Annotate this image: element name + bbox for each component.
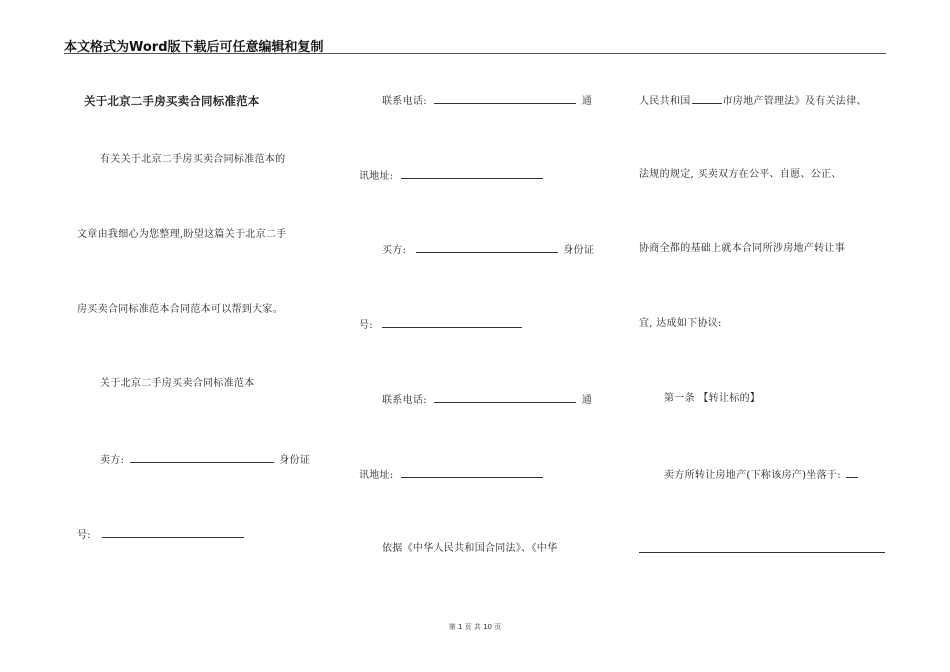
property-location-line [664,468,860,482]
law-prefix-text: 人民共和国 [639,96,691,107]
address-label: 讯地址: [359,470,394,481]
subtitle: 关于北京二手房买卖合同标准范本 [100,378,255,389]
law-suffix-text: 市房地产管理法》及有关法律、 [722,96,867,107]
page-footer: 第 1 页 共 10 页 [448,623,502,631]
seller-line [100,453,310,467]
seller-phone-line [382,94,592,108]
buyer-name-blank[interactable] [416,243,558,253]
id-number-label: 号: [359,320,373,331]
phone-label: 联系电话: [382,395,427,406]
clause-line-2: 法规的规定, 买卖双方在公平、自愿、公正、 [639,169,842,180]
seller-name-blank[interactable] [130,453,274,463]
location-blank-start[interactable] [846,468,858,478]
buyer-phone-line [382,393,592,407]
location-label: 卖方所转让房地产(下称该房产)坐落于: [664,470,841,481]
location-blank-continued[interactable] [639,552,885,553]
article-1-heading: 第一条 【转让标的】 [664,393,761,404]
seller-address-blank[interactable] [401,169,543,179]
seller-address-line [359,169,545,183]
id-card-label: 身份证 [279,455,311,466]
buyer-phone-blank[interactable] [434,393,576,403]
clause-line-4: 宜, 达成如下协议: [639,318,722,329]
address-label: 讯地址: [359,171,394,182]
tong-text: 通 [581,96,593,107]
document-title: 关于北京二手房买卖合同标准范本 [84,94,260,108]
buyer-address-line [359,468,545,482]
document-header: 本文格式为Word版下载后可任意编辑和复制 [64,40,324,55]
clause-line-3: 协商全都的基础上就本合同所涉房地产转让事 [639,243,845,254]
intro-line-3: 房买卖合同标准范本合同范本可以帮到大家。 [77,304,283,315]
seller-id-line [77,528,246,542]
phone-label: 联系电话: [382,96,427,107]
seller-id-blank[interactable] [102,528,244,538]
intro-line-2: 文章由我细心为您整理,盼望这篇关于北京二手 [77,229,287,240]
law-reference-line [639,94,867,108]
buyer-line [382,243,594,257]
seller-phone-blank[interactable] [434,94,576,104]
tong-text: 通 [581,395,593,406]
seller-label: 卖方: [100,455,125,466]
buyer-id-blank[interactable] [382,318,522,328]
id-number-label: 号: [77,530,91,541]
buyer-id-line [359,318,524,332]
intro-line-1: 有关关于北京二手房买卖合同标准范本的 [100,154,286,165]
buyer-label: 买方: [382,245,407,256]
buyer-address-blank[interactable] [401,468,543,478]
id-card-label: 身份证 [563,245,595,256]
city-blank[interactable] [692,94,722,104]
header-divider [64,53,886,54]
legal-basis-line: 依据《中华人民共和国合同法》、《中华 [382,543,558,554]
